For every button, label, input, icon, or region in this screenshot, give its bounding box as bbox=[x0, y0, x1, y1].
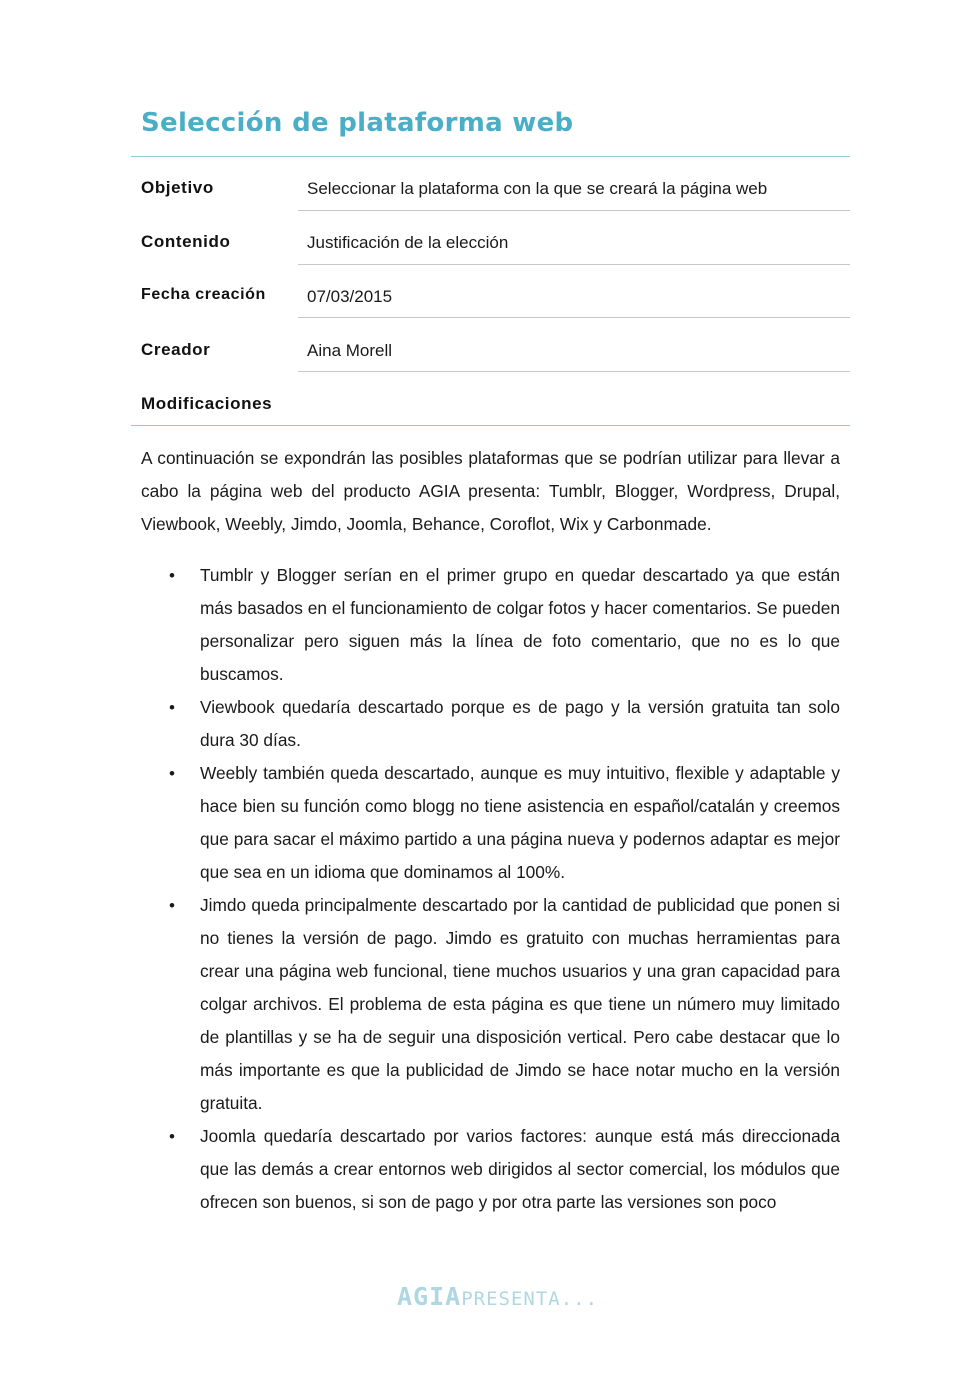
bullet-icon: • bbox=[169, 698, 175, 717]
row-divider bbox=[298, 317, 850, 318]
list-item-text: Joomla quedaría descartado por varios factores: aunque está más direccionada que las demás a crear entornos web dirigidos al sector comercial, los módulos que ofrecen son buenos, si son de pago y por otra parte las versiones son poco bbox=[200, 1126, 840, 1212]
row-divider bbox=[298, 371, 850, 372]
meta-value-contenido: Justificación de la elección bbox=[307, 233, 509, 252]
list-item bbox=[141, 889, 840, 1120]
list-item-text: Jimdo queda principalmente descartado por la cantidad de publicidad que ponen si no tienes la versión de pago. Jimdo es gratuito con muchas herramientas para crear una página web funcional, tiene muchos usuarios y una gran capacidad para colgar archivos. El problema de esta página es que tiene un número muy limitado de plantillas y se ha de seguir una disposición vertical. Pero cabe destacar que lo más importante es que la publicidad de Jimdo se hace notar mucho en la versión gratuita. bbox=[200, 895, 840, 1113]
bullet-icon: • bbox=[169, 566, 175, 585]
footer-logo-brand: AGIA bbox=[397, 1282, 462, 1311]
title-divider bbox=[131, 156, 850, 157]
list-item bbox=[141, 691, 840, 757]
footer-logo bbox=[397, 1282, 598, 1311]
row-divider bbox=[298, 210, 850, 211]
intro-paragraph: A continuación se expondrán las posibles plataformas que se podrían utilizar para llevar a cabo la página web del producto AGIA presenta: Tumblr, Blogger, Wordpress, Drupal, Viewbook, Weebly, Jimdo, Joomla, Behance, Coroflot, Wix y Carbonmade. bbox=[141, 448, 840, 534]
table-bottom-divider bbox=[131, 425, 850, 426]
footer-logo-tagline: PRESENTA... bbox=[461, 1288, 599, 1310]
bullet-icon: • bbox=[169, 896, 175, 915]
list-item-text: Tumblr y Blogger serían en el primer grupo en quedar descartado ya que están más basados en el funcionamiento de colgar fotos y hacer comentarios. Se pueden personalizar pero siguen más la línea de foto comentario, que no es lo que buscamos. bbox=[200, 565, 840, 684]
meta-value-objetivo: Seleccionar la plataforma con la que se creará la página web bbox=[307, 179, 768, 198]
row-divider bbox=[298, 264, 850, 265]
list-item bbox=[141, 1120, 840, 1219]
meta-value-fecha: 07/03/2015 bbox=[307, 287, 393, 306]
list-item bbox=[141, 757, 840, 889]
page-title: Selección de plataforma web bbox=[141, 108, 574, 138]
list-item bbox=[141, 559, 840, 691]
meta-label-contenido: Contenido bbox=[141, 232, 231, 251]
meta-label-creador: Creador bbox=[141, 340, 211, 359]
platform-list bbox=[141, 559, 840, 1219]
list-item-text: Viewbook quedaría descartado porque es de pago y la versión gratuita tan solo dura 30 días. bbox=[200, 697, 840, 750]
bullet-icon: • bbox=[169, 764, 175, 783]
meta-value-creador: Aina Morell bbox=[307, 341, 393, 360]
meta-label-modificaciones: Modificaciones bbox=[141, 394, 273, 413]
bullet-icon: • bbox=[169, 1127, 175, 1146]
meta-label-fecha: Fecha creación bbox=[141, 286, 266, 303]
meta-label-objetivo: Objetivo bbox=[141, 178, 214, 197]
list-item-text: Weebly también queda descartado, aunque es muy intuitivo, flexible y adaptable y hace bien su función como blogg no tiene asistencia en español/catalán y creemos que para sacar el máximo partido a una página nueva y podernos adaptar es mejor que sea en un idioma que dominamos al 100%. bbox=[200, 763, 840, 882]
